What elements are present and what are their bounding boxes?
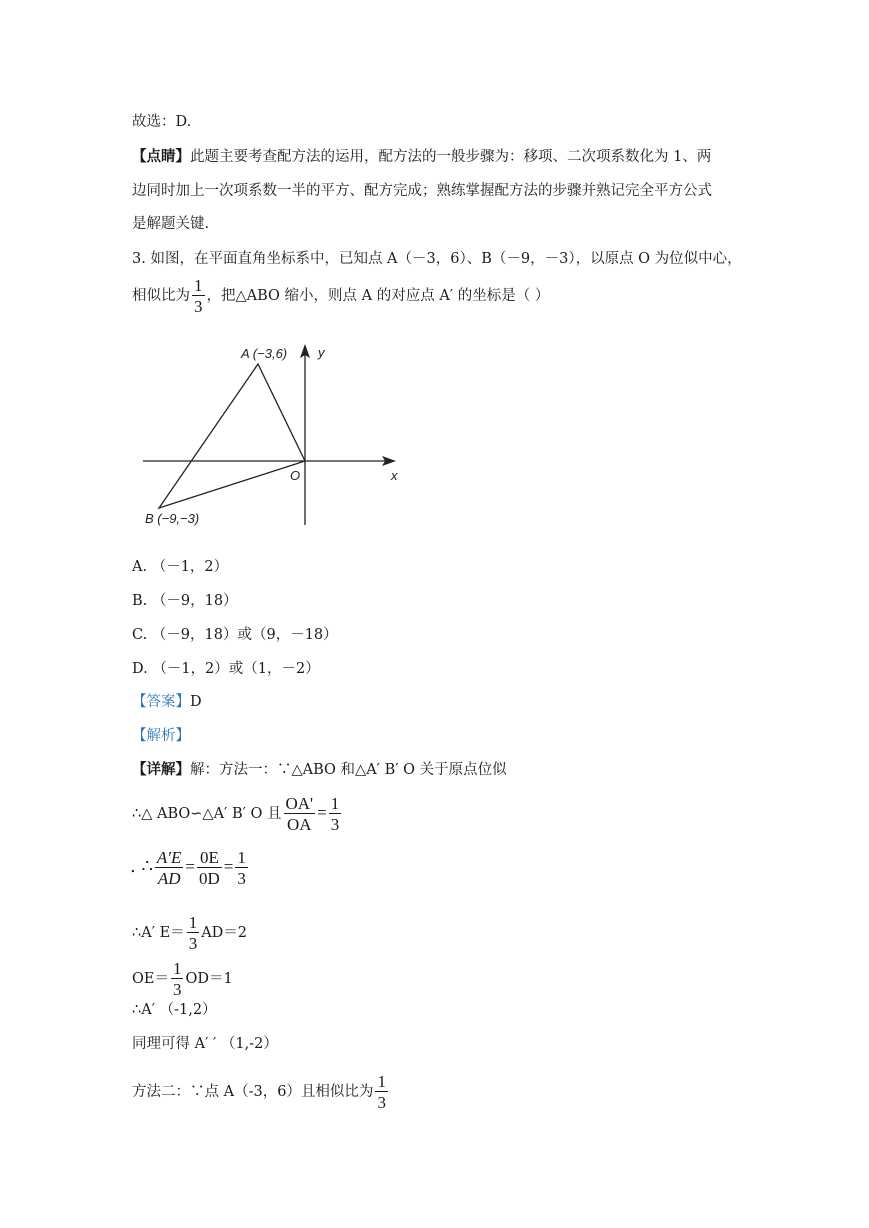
fraction-one-third: [187, 914, 200, 952]
detail-label: 【详解】: [132, 761, 190, 778]
point-A-label: A (−3,6): [241, 346, 288, 361]
ratio-fraction: [192, 277, 205, 315]
fraction-one-third: [171, 960, 184, 998]
fraction-denominator: 3: [330, 815, 340, 834]
previous-answer-line: 故选：D.: [132, 114, 192, 130]
fraction-numerator: 1: [377, 1072, 386, 1091]
comment-line-2: 边同时加上一次项系数一半的平方、配方完成；熟练掌握配方法的步骤并熟记完全平方公式: [132, 183, 712, 199]
step-4-suffix: OD＝1: [185, 971, 233, 987]
point-B-label: B (−9,−3): [145, 511, 200, 526]
detail-text: 解：方法一：∵△ABO 和△A′ B′ O 关于原点位似: [190, 762, 507, 778]
x-axis-label: x: [391, 468, 398, 483]
solution-step-5: ∴A′ （-1,2）: [132, 1002, 217, 1018]
equals-sign: =: [185, 857, 195, 876]
fraction-denominator: 3: [377, 1093, 386, 1112]
answer-value: D: [190, 694, 202, 710]
analysis-label: 【解析】: [132, 728, 190, 744]
fraction-one-third: [235, 849, 248, 887]
question-stem-end: ，把△ABO 缩小，则点 A 的对应点 A′ 的坐标是（ ）: [206, 288, 550, 304]
fraction-denominator: 3: [237, 869, 246, 888]
fraction-denominator: 3: [188, 934, 198, 953]
step-2-prefix: . ∴: [130, 856, 153, 877]
triangle-ABO: [159, 364, 305, 508]
equals-sign: =: [223, 857, 234, 876]
question-3-line-1: 3. 如图，在平面直角坐标系中，已知点 A（－3，6）、B（－9，－3），以原点 O 为位似中心，: [132, 251, 742, 267]
fraction-AE-over-AD: [155, 849, 184, 887]
step-4-prefix: OE＝: [132, 971, 169, 987]
solution-step-3: [132, 914, 247, 952]
fraction-denominator: 0D: [199, 869, 220, 888]
fraction-numerator: 1: [194, 276, 203, 295]
solution-method-2: [132, 1073, 390, 1111]
fraction-numerator: A′E: [156, 848, 182, 867]
answer-line: [132, 692, 202, 712]
fraction-one-third: [375, 1073, 388, 1111]
fraction-denominator: 3: [194, 297, 203, 316]
solution-step-2: [130, 849, 250, 887]
fraction-numerator: OA': [285, 794, 314, 813]
method-2-text: 方法二：∵点 A（-3，6）且相似比为: [132, 1084, 374, 1100]
option-C: C. （－9，18）或（9，－18）: [132, 627, 338, 643]
step-3-suffix: AD＝2: [201, 925, 248, 941]
option-B: B. （－9，18）: [132, 593, 238, 609]
fraction-numerator: 1: [330, 794, 340, 813]
option-A: A. （－1，2）: [132, 559, 229, 575]
fraction-denominator: OA: [287, 815, 312, 834]
comment-text: 此题主要考查配方法的运用，配方法的一般步骤为：移项、二次项系数化为 1、两: [190, 149, 712, 165]
answer-label: 【答案】: [132, 694, 190, 710]
solution-step-6: 同理可得 A′ ′ （1,-2）: [132, 1036, 278, 1052]
fraction-numerator: 1: [188, 913, 198, 932]
coordinate-figure: [138, 335, 413, 535]
comment-bracket-label: 【点睛】: [132, 148, 190, 165]
origin-label: O: [290, 468, 301, 483]
solution-intro: [132, 760, 507, 780]
fraction-numerator: 1: [172, 959, 182, 978]
question-3-line-2: [132, 277, 549, 315]
ratio-prefix: 相似比为: [132, 288, 190, 304]
fraction-numerator: 1: [237, 848, 246, 867]
fraction-numerator: 0E: [197, 849, 222, 868]
option-D: D. （－1，2）或（1，－2）: [132, 661, 320, 677]
comment-line-1: [132, 147, 711, 167]
fraction-one-third: [329, 795, 342, 833]
y-axis-label: y: [318, 345, 325, 360]
fraction-OAp-over-OA: [284, 795, 316, 833]
solution-step-1: [132, 795, 343, 833]
fraction-denominator: AD: [157, 869, 181, 888]
step-1-text: ∴△ ABO∽△A′ B′ O 且: [132, 806, 282, 822]
fraction-OE-over-OD: [197, 849, 222, 887]
solution-step-4: [132, 960, 233, 998]
equals-sign: =: [317, 803, 327, 822]
fraction-denominator: 3: [172, 980, 182, 999]
step-3-prefix: ∴A′ E＝: [132, 925, 185, 941]
comment-line-3: 是解题关键.: [132, 216, 210, 232]
